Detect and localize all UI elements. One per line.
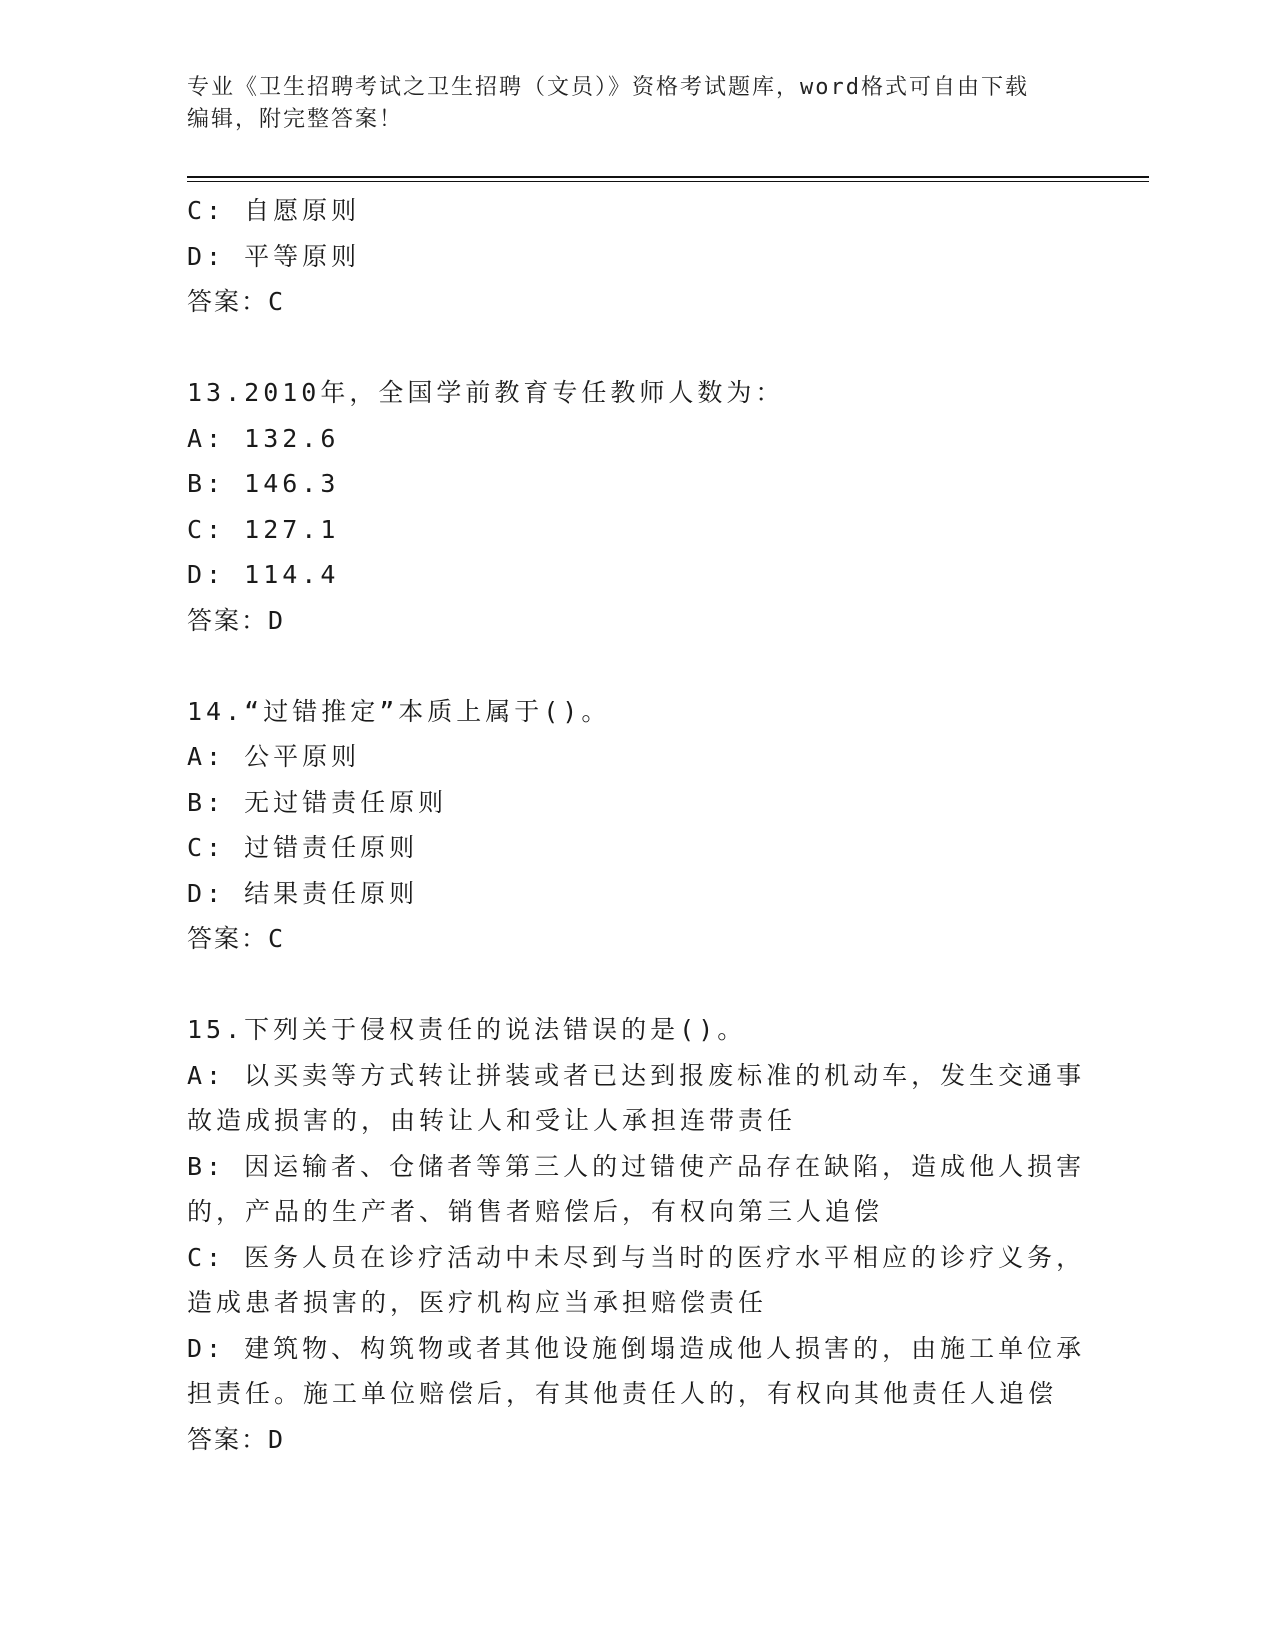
answer-label: 答案： xyxy=(187,924,269,953)
q13-option-a: A: 132.6 xyxy=(187,423,340,453)
answer-label: 答案： xyxy=(187,1424,269,1454)
q13-option-d: D: 114.4 xyxy=(187,560,340,589)
q13-question: 13.2010年，全国学前教育专任教师人数为： xyxy=(187,378,785,407)
q14-option-b: B: 无过错责任原则 xyxy=(187,787,448,817)
q14-option-d: D: 结果责任原则 xyxy=(187,878,419,908)
answer-label: 答案： xyxy=(187,605,269,635)
spacer xyxy=(187,325,1087,371)
q15-option-a-line-1: A: 以买卖等方式转让拼装或者已达到报废标准的机动车，发生交通事 xyxy=(187,1060,1086,1090)
prev-answer xyxy=(187,279,1087,325)
answer-value: D xyxy=(268,1424,286,1454)
prev-option-c: C: 自愿原则 xyxy=(187,196,361,225)
q14-question: 14.“过错推定”本质上属于()。 xyxy=(187,696,611,726)
q14-answer xyxy=(187,916,1087,962)
q15-option-a-line-2: 故造成损害的，由转让人和受让人承担连带责任 xyxy=(187,1106,797,1135)
spacer xyxy=(187,962,1087,1008)
q15-answer xyxy=(187,1417,1087,1463)
q14-option-a: A: 公平原则 xyxy=(187,742,361,771)
q13-option-b: B: 146.3 xyxy=(187,469,340,498)
q15-option-c-line-2: 造成患者损害的，医疗机构应当承担赔偿责任 xyxy=(187,1288,768,1317)
answer-value: C xyxy=(268,287,286,316)
header-line-1: 专业《卫生招聘考试之卫生招聘（文员）》资格考试题库，word格式可自由下载 xyxy=(187,75,1029,100)
q15-option-d-line-2: 担责任。施工单位赔偿后，有其他责任人的，有权向其他责任人追偿 xyxy=(187,1379,1058,1408)
document-header xyxy=(187,72,1087,136)
q13-answer xyxy=(187,598,1087,644)
spacer xyxy=(187,643,1087,689)
document-body xyxy=(187,188,1087,1462)
q15-option-b-line-1: B: 因运输者、仓储者等第三人的过错使产品存在缺陷，造成他人损害 xyxy=(187,1151,1086,1181)
header-line-2: 编辑，附完整答案！ xyxy=(187,107,404,132)
q14-option-c: C: 过错责任原则 xyxy=(187,833,419,862)
q13-option-c: C: 127.1 xyxy=(187,514,340,544)
q15-option-c-line-1: C: 医务人员在诊疗活动中未尽到与当时的医疗水平相应的诊疗义务， xyxy=(187,1242,1086,1272)
answer-value: C xyxy=(268,924,286,953)
prev-option-d: D: 平等原则 xyxy=(187,241,361,271)
header-divider xyxy=(187,176,1149,182)
answer-label: 答案： xyxy=(187,287,269,316)
q15-question: 15.下列关于侵权责任的说法错误的是()。 xyxy=(187,1015,747,1044)
q15-option-b-line-2: 的，产品的生产者、销售者赔偿后，有权向第三人追偿 xyxy=(187,1197,884,1226)
answer-value: D xyxy=(268,605,286,635)
q15-option-d-line-1: D: 建筑物、构筑物或者其他设施倒塌造成他人损害的，由施工单位承 xyxy=(187,1333,1086,1363)
